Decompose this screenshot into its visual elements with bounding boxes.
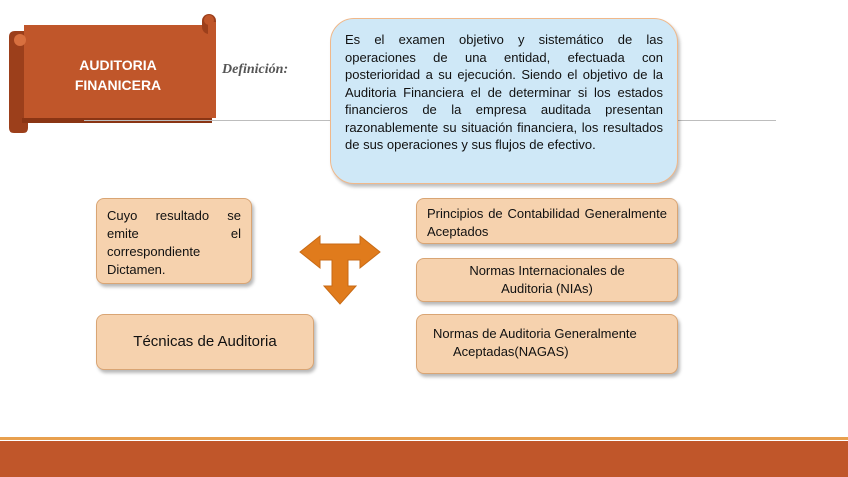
footer-band bbox=[0, 441, 848, 477]
result-text: Cuyo resultado se emite el correspondiente Dictamen. bbox=[107, 208, 241, 277]
pcga-text: Principios de Contabilidad Generalmente Aceptados bbox=[427, 206, 667, 239]
title-line-2: FINANICERA bbox=[74, 77, 162, 93]
nagas-line-2: Aceptadas(NAGAS) bbox=[453, 344, 569, 359]
footer-accent-line bbox=[0, 437, 848, 440]
techniques-box bbox=[96, 314, 314, 370]
page-title bbox=[28, 30, 208, 120]
nia-line-2: Auditoria (NIAs) bbox=[501, 281, 593, 296]
definition-label: Definición: bbox=[222, 62, 289, 77]
three-way-arrow-icon bbox=[298, 234, 382, 306]
nia-box bbox=[416, 258, 678, 302]
nia-line-1: Normas Internacionales de bbox=[469, 263, 625, 278]
nagas-box bbox=[416, 314, 678, 374]
nagas-line-1: Normas de Auditoria Generalmente bbox=[433, 326, 637, 341]
definition-text: Es el examen objetivo y sistemático de las operaciones de una entidad, efectuada con posterioridad a su ejecución. Siendo el objetivo de la Auditoria Financiera el de determinar si los estados financieros de la empresa auditada presentan razonablemente su situación financiera, los resultados de sus operaciones y sus flujos de efectivo. bbox=[345, 32, 663, 152]
techniques-text: Técnicas de Auditoria bbox=[133, 333, 277, 350]
result-box bbox=[96, 198, 252, 284]
pcga-box bbox=[416, 198, 678, 244]
title-line-1: AUDITORIA bbox=[79, 57, 157, 73]
definition-box bbox=[330, 18, 678, 184]
